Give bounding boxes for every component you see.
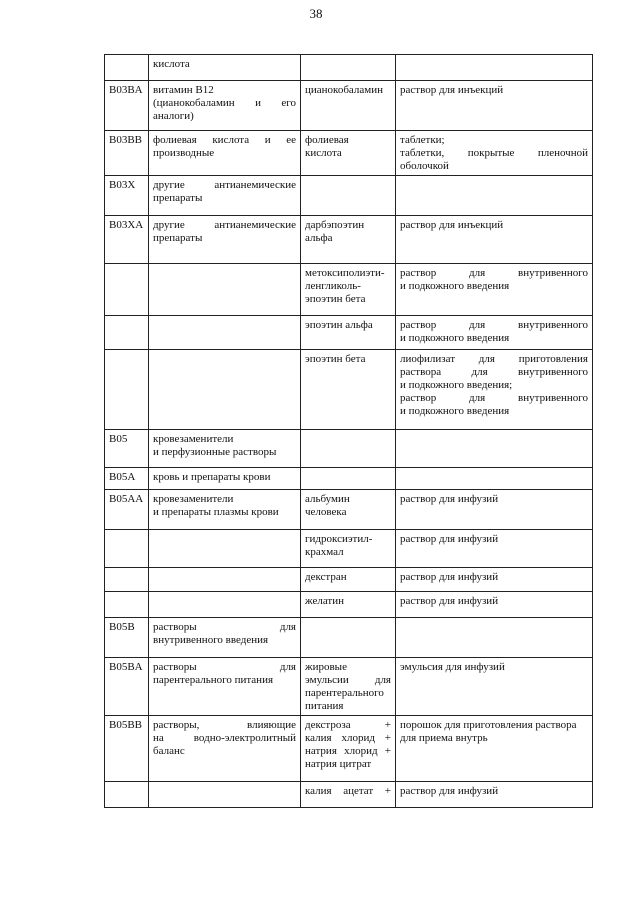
dosage-form-cell bbox=[396, 216, 593, 264]
cell-text-line: раствор для внутривенного bbox=[400, 392, 588, 404]
cell-text-line: внутривенного введения bbox=[153, 634, 269, 646]
dosage-form-cell bbox=[396, 490, 593, 530]
pharmacological-group-cell bbox=[149, 176, 301, 216]
cell-text-line: растворы, влияющие bbox=[153, 719, 296, 731]
cell-text-line: человека bbox=[305, 506, 347, 518]
cell-text-line: аналоги) bbox=[153, 110, 194, 122]
dosage-form-cell bbox=[396, 350, 593, 430]
atc-code-cell bbox=[105, 568, 149, 592]
dosage-form-cell bbox=[396, 430, 593, 468]
drug-name-cell bbox=[301, 316, 396, 350]
cell-text-line: парентерального питания bbox=[153, 674, 274, 686]
dosage-form-cell bbox=[396, 316, 593, 350]
drug-name-cell bbox=[301, 490, 396, 530]
table-row bbox=[105, 176, 593, 216]
dosage-form-cell bbox=[396, 176, 593, 216]
cell-text-line: альбумин bbox=[305, 493, 350, 505]
drug-name-cell bbox=[301, 716, 396, 782]
atc-code-cell bbox=[105, 350, 149, 430]
table-row bbox=[105, 264, 593, 316]
table-row bbox=[105, 55, 593, 81]
pharmacological-group-cell bbox=[149, 468, 301, 490]
cell-text-line: натрия цитрат bbox=[305, 758, 372, 770]
cell-text-line: для приема внутрь bbox=[400, 732, 488, 744]
drug-name-cell bbox=[301, 81, 396, 131]
drug-name-cell bbox=[301, 658, 396, 716]
dosage-form-cell bbox=[396, 81, 593, 131]
dosage-form-cell bbox=[396, 618, 593, 658]
cell-text-line: раствор для инфузий bbox=[400, 595, 499, 607]
atc-code-cell bbox=[105, 782, 149, 808]
pharmacological-group-cell bbox=[149, 131, 301, 176]
cell-text-line: кислота bbox=[305, 147, 342, 159]
atc-code-cell: B03X bbox=[105, 176, 149, 216]
dosage-form-cell bbox=[396, 131, 593, 176]
cell-text-line: порошок для приготовления раствора bbox=[400, 719, 577, 731]
table-row bbox=[105, 568, 593, 592]
pharmacological-group-cell bbox=[149, 658, 301, 716]
cell-text-line: другие антианемические bbox=[153, 179, 296, 191]
pharmacological-group-cell bbox=[149, 490, 301, 530]
cell-text-line: и подкожного введения; bbox=[400, 379, 513, 391]
drug-table bbox=[104, 54, 593, 808]
cell-text-line: и подкожного введения bbox=[400, 405, 510, 417]
atc-code-cell bbox=[105, 316, 149, 350]
drug-name-cell bbox=[301, 216, 396, 264]
cell-text-line: калия хлорид + bbox=[305, 732, 391, 744]
cell-text-line: раствор для инъекций bbox=[400, 84, 504, 96]
drug-name-cell bbox=[301, 530, 396, 568]
atc-code-cell: B05AA bbox=[105, 490, 149, 530]
table-row bbox=[105, 316, 593, 350]
cell-text-line: декстран bbox=[305, 571, 347, 583]
cell-text-line: гидроксиэтил- bbox=[305, 533, 373, 545]
cell-text-line: растворы для bbox=[153, 621, 296, 633]
pharmacological-group-cell bbox=[149, 216, 301, 264]
cell-text-line: декстроза + bbox=[305, 719, 391, 731]
atc-code-cell: B05BA bbox=[105, 658, 149, 716]
table-row bbox=[105, 530, 593, 568]
cell-text-line: кровь и препараты крови bbox=[153, 471, 271, 483]
cell-text-line: и перфузионные растворы bbox=[153, 446, 277, 458]
cell-text-line: крахмал bbox=[305, 546, 344, 558]
cell-text-line: растворы для bbox=[153, 661, 296, 673]
cell-text-line: другие антианемические bbox=[153, 219, 296, 231]
drug-name-cell bbox=[301, 264, 396, 316]
cell-text-line: фолиевая кислота и ее bbox=[153, 134, 296, 146]
drug-name-cell bbox=[301, 55, 396, 81]
dosage-form-cell bbox=[396, 530, 593, 568]
cell-text-line: эпоэтин бета bbox=[305, 353, 366, 365]
cell-text-line: натрия хлорид + bbox=[305, 745, 391, 757]
cell-text-line: раствора для внутривенного bbox=[400, 366, 588, 378]
cell-text-line: метоксиполиэти- bbox=[305, 267, 385, 279]
pharmacological-group-cell bbox=[149, 55, 301, 81]
pharmacological-group-cell bbox=[149, 430, 301, 468]
cell-text-line: и подкожного введения bbox=[400, 280, 510, 292]
cell-text-line: лиофилизат для приготовления bbox=[400, 353, 588, 365]
cell-text-line: раствор для инфузий bbox=[400, 571, 499, 583]
atc-code-cell bbox=[105, 264, 149, 316]
table-row bbox=[105, 658, 593, 716]
table-row bbox=[105, 490, 593, 530]
cell-text-line: препараты bbox=[153, 232, 203, 244]
drug-name-cell bbox=[301, 618, 396, 658]
atc-code-cell: B05BB bbox=[105, 716, 149, 782]
cell-text-line: раствор для инфузий bbox=[400, 533, 499, 545]
cell-text-line: раствор для инфузий bbox=[400, 785, 499, 797]
cell-text-line: жировые bbox=[305, 661, 347, 673]
pharmacological-group-cell bbox=[149, 316, 301, 350]
table-row bbox=[105, 618, 593, 658]
cell-text-line: фолиевая bbox=[305, 134, 349, 146]
cell-text-line: раствор для внутривенного bbox=[400, 267, 588, 279]
table-row bbox=[105, 468, 593, 490]
atc-code-cell: B03BA bbox=[105, 81, 149, 131]
dosage-form-cell bbox=[396, 716, 593, 782]
dosage-form-cell bbox=[396, 782, 593, 808]
dosage-form-cell bbox=[396, 658, 593, 716]
drug-name-cell bbox=[301, 568, 396, 592]
table-row bbox=[105, 216, 593, 264]
cell-text-line: кровезаменители bbox=[153, 433, 234, 445]
table-row bbox=[105, 716, 593, 782]
drug-name-cell bbox=[301, 350, 396, 430]
cell-text-line: раствор для инфузий bbox=[400, 493, 499, 505]
pharmacological-group-cell bbox=[149, 568, 301, 592]
dosage-form-cell bbox=[396, 55, 593, 81]
dosage-form-cell bbox=[396, 468, 593, 490]
cell-text-line: эмульсии для bbox=[305, 674, 391, 686]
cell-text-line: баланс bbox=[153, 745, 185, 757]
cell-text-line: дарбэпоэтин bbox=[305, 219, 365, 231]
cell-text-line: эпоэтин бета bbox=[305, 293, 366, 305]
cell-text-line: (цианокобаламин и его bbox=[153, 97, 296, 109]
pharmacological-group-cell bbox=[149, 782, 301, 808]
drug-name-cell bbox=[301, 468, 396, 490]
cell-text-line: желатин bbox=[305, 595, 345, 607]
table-row bbox=[105, 81, 593, 131]
cell-text-line: препараты bbox=[153, 192, 203, 204]
dosage-form-cell bbox=[396, 264, 593, 316]
atc-code-cell: B05A bbox=[105, 468, 149, 490]
atc-code-cell bbox=[105, 592, 149, 618]
pharmacological-group-cell bbox=[149, 350, 301, 430]
cell-text-line: оболочкой bbox=[400, 160, 449, 172]
drug-name-cell bbox=[301, 592, 396, 618]
cell-text-line: кислота bbox=[153, 58, 190, 70]
dosage-form-cell bbox=[396, 592, 593, 618]
cell-text-line: таблетки, покрытые пленочной bbox=[400, 147, 588, 159]
atc-code-cell: B05B bbox=[105, 618, 149, 658]
table-row bbox=[105, 592, 593, 618]
cell-text-line: таблетки; bbox=[400, 134, 445, 146]
table-row bbox=[105, 131, 593, 176]
pharmacological-group-cell bbox=[149, 530, 301, 568]
cell-text-line: раствор для инъекций bbox=[400, 219, 504, 231]
pharmacological-group-cell bbox=[149, 618, 301, 658]
page-number: 38 bbox=[309, 6, 323, 21]
cell-text-line: ленгликоль- bbox=[305, 280, 361, 292]
table-row bbox=[105, 350, 593, 430]
pharmacological-group-cell bbox=[149, 81, 301, 131]
cell-text-line: парентерального bbox=[305, 687, 384, 699]
atc-code-cell bbox=[105, 530, 149, 568]
cell-text-line: калия ацетат + bbox=[305, 785, 391, 797]
cell-text-line: цианокобаламин bbox=[305, 84, 384, 96]
pharmacological-group-cell bbox=[149, 716, 301, 782]
table-row bbox=[105, 782, 593, 808]
dosage-form-cell bbox=[396, 568, 593, 592]
cell-text-line: раствор для внутривенного bbox=[400, 319, 588, 331]
cell-text-line: альфа bbox=[305, 232, 333, 244]
cell-text-line: и препараты плазмы крови bbox=[153, 506, 279, 518]
cell-text-line: на водно-электролитный bbox=[153, 732, 296, 744]
atc-code-cell: B03XA bbox=[105, 216, 149, 264]
cell-text-line: питания bbox=[305, 700, 344, 712]
atc-code-cell: B05 bbox=[105, 430, 149, 468]
cell-text-line: витамин B12 bbox=[153, 84, 214, 96]
drug-name-cell bbox=[301, 430, 396, 468]
drug-name-cell bbox=[301, 131, 396, 176]
cell-text-line: кровезаменители bbox=[153, 493, 234, 505]
drug-name-cell bbox=[301, 782, 396, 808]
table-row bbox=[105, 430, 593, 468]
cell-text-line: эпоэтин альфа bbox=[305, 319, 373, 331]
atc-code-cell: B03BB bbox=[105, 131, 149, 176]
cell-text-line: и подкожного введения bbox=[400, 332, 510, 344]
pharmacological-group-cell bbox=[149, 264, 301, 316]
drug-name-cell bbox=[301, 176, 396, 216]
atc-code-cell bbox=[105, 55, 149, 81]
cell-text-line: производные bbox=[153, 147, 215, 159]
pharmacological-group-cell bbox=[149, 592, 301, 618]
cell-text-line: эмульсия для инфузий bbox=[400, 661, 505, 673]
